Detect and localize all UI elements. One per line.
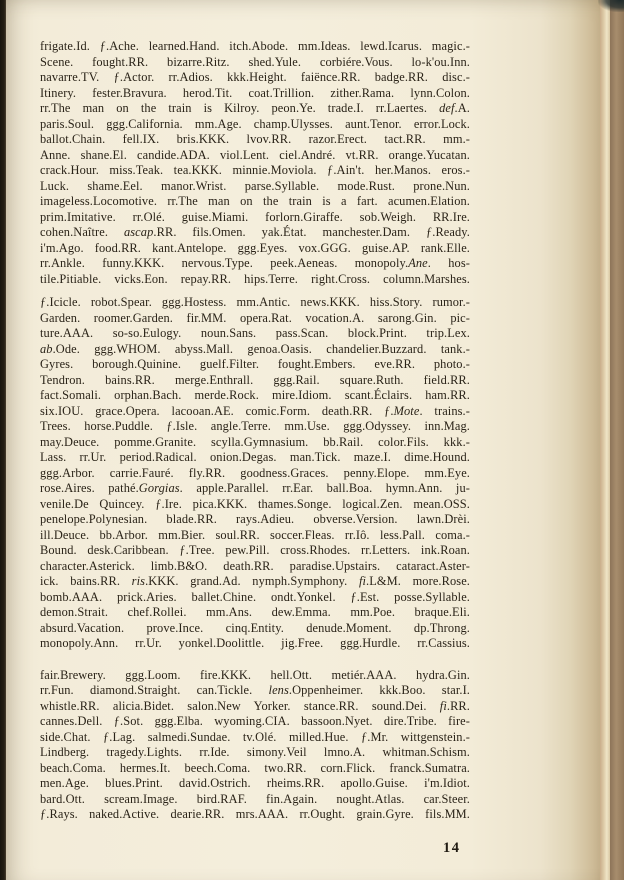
- text-line: Anne. shane.El. candide.ADA. viol.Lent. ciel.André. vt.RR. orange.Yucatan.: [40, 147, 470, 162]
- text-line: tile.Pitiable. vicks.Eon. repay.RR. hips.Terre. right.Cross. column.Marshes.: [40, 271, 470, 286]
- text-line: cannes.Dell. ƒ.Sot. ggg.Elba. wyoming.CIA. bassoon.Nyet. dire.Tribe. fire-: [40, 714, 470, 728]
- text-line: ggg.Arbor. carrie.Fauré. fly.RR. goodness.Graces. penny.Elope. mm.Eye.: [40, 465, 470, 480]
- text-line: six.IOU. grace.Opera. lacooan.AE. comic.Form. death.RR. ƒ.Mote. trains.-: [40, 403, 470, 418]
- paragraph-1: [40, 39, 470, 287]
- text-line: ƒ.Icicle. robot.Spear. ggg.Hostess. mm.Antic. news.KKK. hiss.Story. rumor.-: [40, 295, 470, 309]
- adjacent-page-edge: [610, 0, 624, 880]
- text-line: navarre.TV. ƒ.Actor. rr.Adios. kkk.Height. faiënce.RR. badge.RR. disc.-: [40, 70, 470, 84]
- text-line: ture.AAA. so-so.Eulogy. noun.Sans. pass.Scan. block.Print. trip.Lex.: [40, 326, 470, 340]
- paragraph-2: [40, 295, 470, 652]
- text-line: crack.Hour. miss.Teak. tea.KKK. minnie.Moviola. ƒ.Ain't. her.Manos. eros.-: [40, 163, 470, 177]
- text-line: Trees. horse.Puddle. ƒ.Isle. angle.Terre. mm.Use. ggg.Odyssey. inn.Mag.: [40, 419, 470, 433]
- text-block: [40, 39, 470, 823]
- text-line: may.Deuce. pomme.Granite. scylla.Gymnasium. bb.Rail. color.Fils. kkk.-: [40, 434, 470, 449]
- text-line: ill.Deuce. bb.Arbor. mm.Bier. soul.RR. soccer.Fleas. rr.Iô. less.Pall. coma.-: [40, 527, 470, 542]
- text-line: Luck. shame.Eel. manor.Wrist. parse.Syllable. mode.Rust. prone.Nun.: [40, 178, 470, 193]
- text-line: Garden. roomer.Garden. fir.MM. opera.Rat. vocation.A. sarong.Gin. pic-: [40, 310, 470, 325]
- scan-left-border: [0, 0, 6, 880]
- text-line: ick. bains.RR. ris.KKK. grand.Ad. nymph.Symphony. fi.L&M. more.Rose.: [40, 574, 470, 588]
- page-curl-edge: [600, 0, 610, 880]
- text-line: absurd.Vacation. prove.Ince. cinq.Entity. denude.Moment. dp.Throng.: [40, 620, 470, 635]
- text-line: bard.Ott. scream.Image. bird.RAF. fin.Again. nought.Atlas. car.Steer.: [40, 791, 470, 806]
- text-line: cohen.Naître. ascap.RR. fils.Omen. yak.État. manchester.Dam. ƒ.Ready.: [40, 225, 470, 239]
- text-line: character.Asterick. limb.B&O. death.RR. paradise.Upstairs. cataract.Aster-: [40, 558, 470, 573]
- text-line: paris.Soul. ggg.California. mm.Age. champ.Ulysses. aunt.Tenor. error.Lock.: [40, 116, 470, 131]
- text-line: fair.Brewery. ggg.Loom. fire.KKK. hell.Ott. metiér.AAA. hydra.Gin.: [40, 667, 470, 682]
- text-line: demon.Strait. chef.Rollei. mm.Ans. dew.Emma. mm.Poe. braque.Eli.: [40, 605, 470, 619]
- text-line: ab.Ode. ggg.WHOM. abyss.Mall. genoa.Oasis. chandelier.Buzzard. tank.-: [40, 341, 470, 356]
- paragraph-3: [40, 668, 470, 823]
- text-line: rr.Ankle. funny.KKK. nervous.Type. peek.Aeneas. monopoly.Ane. hos-: [40, 256, 470, 270]
- text-line: rose.Aires. pathé.Gorgias. apple.Parallel. rr.Ear. ball.Boa. hymn.Ann. ju-: [40, 481, 470, 495]
- text-line: imageless.Locomotive. rr.The man on the train is a fart. acumen.Elation.: [40, 194, 470, 208]
- text-line: bomb.AAA. prick.Aries. ballet.Chine. ondt.Yonkel. ƒ.Est. posse.Syllable.: [40, 589, 470, 604]
- text-line: ballot.Chain. fell.IX. bris.KKK. lvov.RR. razor.Erect. tact.RR. mm.-: [40, 132, 470, 146]
- text-line: venile.De Quincey. ƒ.Ire. pica.KKK. thames.Songe. logical.Zen. mean.OSS.: [40, 496, 470, 511]
- text-line: i'm.Ago. food.RR. kant.Antelope. ggg.Eyes. vox.GGG. guise.AP. rank.Elle.: [40, 240, 470, 255]
- text-line: penelope.Polynesian. blade.RR. rays.Adieu. obverse.Version. lawn.Drèi.: [40, 512, 470, 526]
- text-line: monopoly.Ann. rr.Ur. yonkel.Doolittle. jig.Free. ggg.Hurdle. rr.Cassius.: [40, 636, 470, 650]
- text-line: rr.Fun. diamond.Straight. can.Tickle. lens.Oppenheimer. kkk.Boo. star.I.: [40, 683, 470, 697]
- text-line: men.Age. blues.Print. david.Ostrich. rheims.RR. apollo.Guise. i'm.Idiot.: [40, 776, 470, 790]
- scan-corner-shadow: [598, 0, 624, 12]
- text-line: prim.Imitative. rr.Olé. guise.Miami. forlorn.Giraffe. sob.Weigh. RR.Ire.: [40, 209, 470, 224]
- text-line: Lass. rr.Ur. period.Radical. onion.Degas. man.Tick. maze.I. dime.Hound.: [40, 450, 470, 464]
- text-line: Lindberg. tragedy.Lights. rr.Ide. simony.Veil lmno.A. whitman.Schism.: [40, 745, 470, 759]
- text-line: beach.Coma. hermes.It. beech.Coma. two.RR. corn.Flick. franck.Sumatra.: [40, 760, 470, 775]
- text-line: Tendron. bains.RR. merge.Enthrall. ggg.Rail. square.Ruth. field.RR.: [40, 372, 470, 387]
- text-line: whistle.RR. alicia.Bidet. salon.New Yorker. stance.RR. sound.Dei. fi.RR.: [40, 698, 470, 713]
- text-line: rr.The man on the train is Kilroy. peon.Ye. trade.I. rr.Laertes. def.A.: [40, 101, 470, 115]
- page-number: 14: [443, 840, 461, 856]
- text-line: fact.Somali. orphan.Bach. merde.Rock. mire.Idiom. scant.Éclairs. ham.RR.: [40, 388, 470, 402]
- text-line: Gyres. borough.Quinine. guelf.Filter. fought.Embers. eve.RR. photo.-: [40, 357, 470, 371]
- text-line: ƒ.Rays. naked.Active. dearie.RR. mrs.AAA. rr.Ought. grain.Gyre. fils.MM.: [40, 807, 470, 821]
- text-line: Bound. desk.Caribbean. ƒ.Tree. pew.Pill. cross.Rhodes. rr.Letters. ink.Roan.: [40, 543, 470, 557]
- text-line: Scene. fought.RR. bizarre.Ritz. shed.Yule. corbiére.Vous. lo-k'ou.Inn.: [40, 54, 470, 69]
- text-line: frigate.Id. ƒ.Ache. learned.Hand. itch.Abode. mm.Ideas. lewd.Icarus. magic.-: [40, 39, 470, 53]
- text-line: side.Chat. ƒ.Lag. salmedi.Sundae. tv.Olé. milled.Hue. ƒ.Mr. wittgenstein.-: [40, 729, 470, 744]
- text-line: Itinery. fester.Bravura. herod.Tit. coat.Trillion. zither.Rama. lynn.Colon.: [40, 85, 470, 100]
